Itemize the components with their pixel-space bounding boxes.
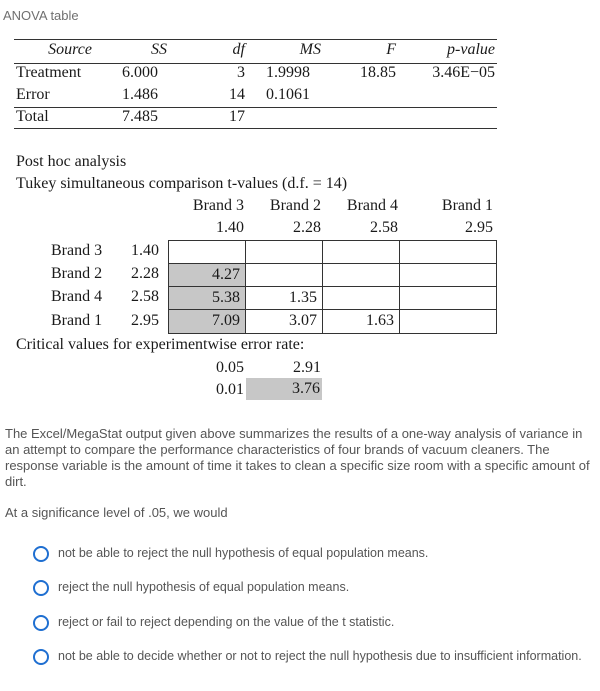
col-brand-2: Brand 2	[269, 197, 321, 214]
option-1-label[interactable]: not be able to reject the null hypothesis of equal population means.	[58, 546, 429, 560]
table-top-rule	[14, 39, 497, 40]
row-ms: 1.9998	[266, 64, 310, 81]
option-3-radio[interactable]	[33, 615, 49, 631]
tvalue-cell	[168, 240, 246, 264]
row-ss: 1.486	[122, 86, 158, 103]
row-mean: 2.58	[131, 288, 159, 305]
row-df: 3	[237, 64, 245, 81]
critical-title: Critical values for experimentwise error rate:	[16, 336, 305, 353]
row-ms: 0.1061	[266, 86, 310, 103]
header-source: Source	[48, 41, 92, 58]
col-mean: 2.95	[465, 219, 493, 236]
critical-05: 2.91	[293, 359, 321, 376]
row-brand-4: Brand 4	[51, 288, 103, 305]
tvalue-cell	[399, 263, 497, 287]
tvalue-cell	[322, 263, 400, 287]
header-p-value: p-value	[447, 41, 495, 58]
header-df: df	[232, 41, 245, 58]
row-p-value: 3.46E−05	[432, 64, 495, 81]
col-mean: 2.28	[293, 219, 321, 236]
option-1-radio[interactable]	[33, 546, 49, 562]
col-mean: 2.58	[370, 219, 398, 236]
posthoc-subtitle: Tukey simultaneous comparison t-values (d.f. = 14)	[16, 175, 348, 192]
row-ss: 6.000	[122, 64, 158, 81]
row-mean: 1.40	[131, 242, 159, 259]
header-ms: MS	[299, 41, 321, 58]
row-df: 14	[229, 86, 245, 103]
col-brand-4: Brand 4	[346, 197, 398, 214]
tvalue-cell: 1.63	[322, 309, 400, 334]
option-4-label[interactable]: not be able to decide whether or not to reject the null hypothesis due to insufficient information.	[58, 649, 582, 663]
row-f: 18.85	[360, 64, 396, 81]
tvalue-cell	[245, 263, 323, 287]
row-ss: 7.485	[122, 108, 158, 125]
row-source: Error	[16, 86, 50, 103]
option-2-label[interactable]: reject the null hypothesis of equal population means.	[58, 580, 350, 594]
col-brand-1: Brand 1	[441, 197, 493, 214]
row-df: 17	[229, 108, 245, 125]
tvalue-cell-significant: 4.27	[168, 263, 246, 287]
row-brand-1: Brand 1	[51, 312, 103, 329]
tvalue-cell	[322, 286, 400, 310]
row-brand-2: Brand 2	[51, 265, 103, 282]
option-3-label[interactable]: reject or fail to reject depending on the value of the t statistic.	[58, 615, 395, 629]
row-mean: 2.28	[131, 265, 159, 282]
header-ss: SS	[151, 41, 167, 58]
alpha-05: 0.05	[216, 359, 244, 376]
posthoc-title: Post hoc analysis	[16, 153, 127, 170]
option-2-radio[interactable]	[33, 580, 49, 596]
anova-caption: ANOVA table	[3, 8, 79, 23]
header-f: F	[386, 41, 396, 58]
tvalue-cell: 3.07	[245, 309, 323, 334]
row-brand-3: Brand 3	[51, 242, 103, 259]
col-brand-3: Brand 3	[192, 197, 244, 214]
critical-01: 3.76	[246, 378, 322, 400]
question-paragraph: The Excel/MegaStat output given above summarizes the results of a one-way analysis of variance in an attempt to compare the performance characteristics of four brands of vacuum cleaners. The response variable is the amount of time it takes to clean a specific size room with a specific amount of dirt.	[5, 426, 590, 489]
row-mean: 2.95	[131, 312, 159, 329]
tvalue-cell-significant: 7.09	[168, 309, 246, 334]
question-prompt: At a significance level of .05, we would	[5, 505, 228, 520]
tvalue-cell	[245, 240, 323, 264]
total-rule	[14, 107, 497, 108]
tvalue-cell	[399, 286, 497, 310]
table-bottom-rule	[14, 128, 497, 129]
alpha-01: 0.01	[216, 381, 244, 398]
row-source: Total	[16, 108, 49, 125]
tvalue-cell	[322, 240, 400, 264]
row-source: Treatment	[16, 64, 82, 81]
tvalue-cell	[399, 240, 497, 264]
tvalue-cell-significant: 5.38	[168, 286, 246, 310]
option-4-radio[interactable]	[33, 649, 49, 665]
col-mean: 1.40	[216, 219, 244, 236]
tvalue-cell: 1.35	[245, 286, 323, 310]
tvalue-cell	[399, 309, 497, 334]
